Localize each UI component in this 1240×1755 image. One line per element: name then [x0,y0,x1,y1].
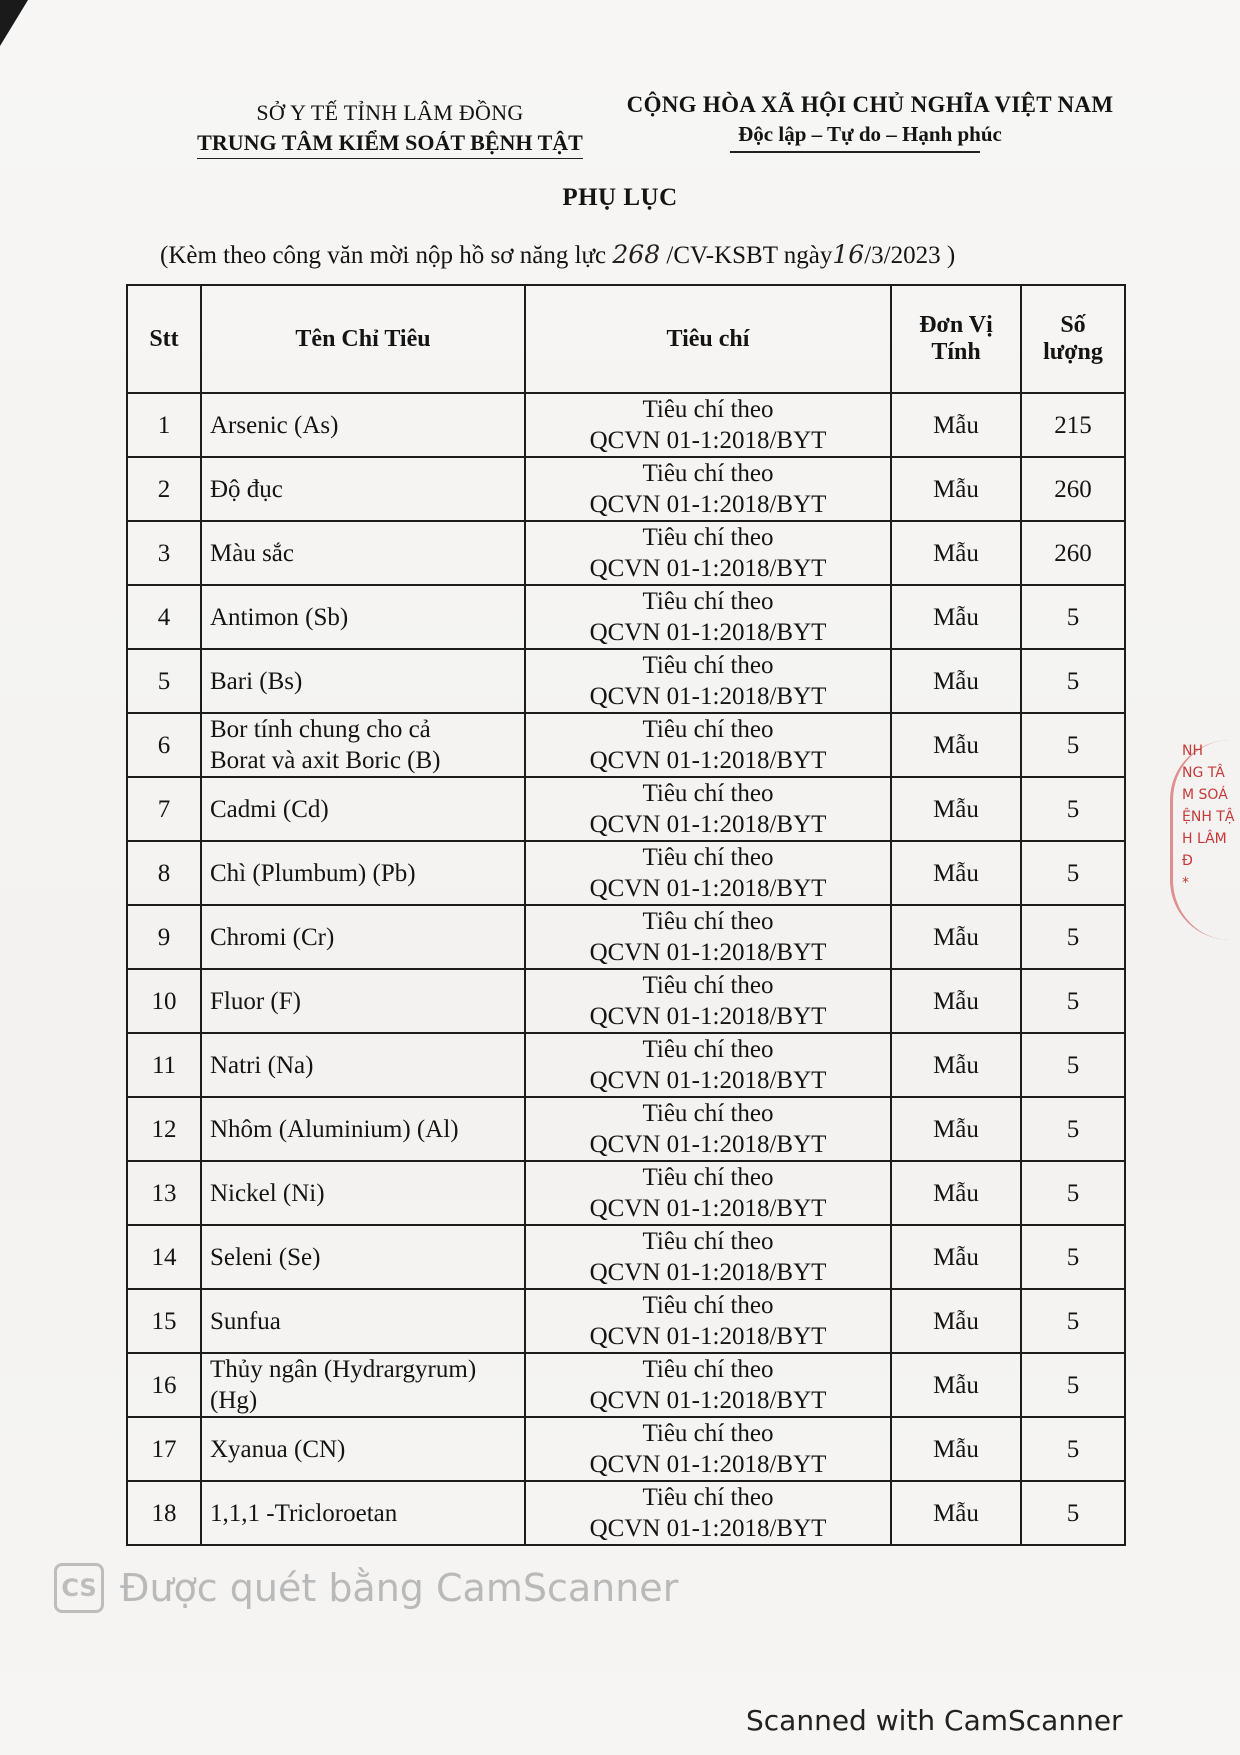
cell-name: 1,1,1 -Tricloroetan [201,1481,525,1545]
cell-name: Độ đục [201,457,525,521]
cell-unit: Mẫu [891,713,1021,777]
table-row [127,1417,1125,1481]
issuer-department: SỞ Y TẾ TỈNH LÂM ĐỒNG [256,100,524,125]
cell-stt: 1 [127,393,201,457]
table-row [127,1481,1125,1545]
table-row [127,649,1125,713]
header-stt: Stt [127,285,201,393]
motto-underline [730,151,980,153]
cell-criteria [525,1289,891,1353]
cell-name: Bari (Bs) [201,649,525,713]
cell-quantity: 260 [1021,457,1125,521]
cell-criteria [525,521,891,585]
cell-unit: Mẫu [891,1097,1021,1161]
cell-criteria [525,841,891,905]
criteria-line1: Tiêu chí theo [642,908,774,935]
criteria-line1: Tiêu chí theo [642,1164,774,1191]
cell-stt: 7 [127,777,201,841]
table-row [127,777,1125,841]
cell-unit: Mẫu [891,1161,1021,1225]
cell-criteria [525,969,891,1033]
cell-quantity: 5 [1021,841,1125,905]
criteria-line1: Tiêu chí theo [642,1100,774,1127]
table-row [127,1097,1125,1161]
cell-name: Cadmi (Cd) [201,777,525,841]
cell-quantity: 5 [1021,585,1125,649]
cell-quantity: 5 [1021,1481,1125,1545]
name-line2: (Hg) [210,1387,258,1414]
cell-quantity: 5 [1021,969,1125,1033]
cell-quantity: 5 [1021,713,1125,777]
header-unit [891,285,1021,393]
cell-criteria [525,1225,891,1289]
cell-stt: 18 [127,1481,201,1545]
criteria-line1: Tiêu chí theo [642,1484,774,1511]
header-qty-line2: lượng [1043,339,1103,365]
cell-criteria [525,1353,891,1417]
criteria-line1: Tiêu chí theo [642,1420,774,1447]
subtitle-suffix: /3/2023 ) [864,242,956,269]
handwritten-day: 16 [832,240,865,269]
cell-quantity: 5 [1021,1353,1125,1417]
cell-stt: 4 [127,585,201,649]
table-row [127,585,1125,649]
cell-quantity: 215 [1021,393,1125,457]
criteria-line2: QCVN 01-1:2018/BYT [589,491,827,518]
table-row [127,1289,1125,1353]
cell-quantity: 5 [1021,1161,1125,1225]
cell-criteria [525,649,891,713]
cell-unit: Mẫu [891,1481,1021,1545]
cell-unit: Mẫu [891,1033,1021,1097]
cell-criteria [525,777,891,841]
stamp-line: M SOÁ [1182,787,1228,803]
criteria-line2: QCVN 01-1:2018/BYT [589,1131,827,1158]
name-line1: Thủy ngân (Hydrargyrum) [210,1356,477,1383]
country-name: CỘNG HÒA XÃ HỘI CHỦ NGHĨA VIỆT NAM [626,92,1114,117]
cell-name: Chì (Plumbum) (Pb) [201,841,525,905]
cell-criteria [525,1161,891,1225]
criteria-line2: QCVN 01-1:2018/BYT [589,939,827,966]
cell-unit: Mẫu [891,649,1021,713]
cell-name [201,713,525,777]
document-subtitle [160,240,955,270]
cell-unit: Mẫu [891,457,1021,521]
cell-criteria [525,1033,891,1097]
camscanner-logo-icon: CS [54,1563,104,1613]
header-qty-line1: Số [1060,312,1086,338]
cell-name: Nickel (Ni) [201,1161,525,1225]
cell-name: Fluor (F) [201,969,525,1033]
criteria-line2: QCVN 01-1:2018/BYT [589,1067,827,1094]
document-title: PHỤ LỤC [562,184,678,211]
cell-unit: Mẫu [891,905,1021,969]
criteria-line1: Tiêu chí theo [642,460,774,487]
subtitle-middle: /CV-KSBT ngày [666,242,833,269]
table-row [127,1353,1125,1417]
cell-criteria [525,905,891,969]
issuer-block [160,100,620,159]
criteria-line1: Tiêu chí theo [642,1292,774,1319]
cell-stt: 6 [127,713,201,777]
cell-criteria [525,1097,891,1161]
table-row [127,841,1125,905]
cell-unit: Mẫu [891,1225,1021,1289]
name-line2: Borat và axit Boric (B) [210,747,441,774]
cell-stt: 17 [127,1417,201,1481]
cell-quantity: 5 [1021,1417,1125,1481]
criteria-line2: QCVN 01-1:2018/BYT [589,875,827,902]
name-line1: Bor tính chung cho cả [210,716,431,743]
table-row [127,1033,1125,1097]
criteria-line2: QCVN 01-1:2018/BYT [589,811,827,838]
criteria-line1: Tiêu chí theo [642,844,774,871]
cell-criteria [525,457,891,521]
criteria-line1: Tiêu chí theo [642,972,774,999]
header-quantity [1021,285,1125,393]
cell-unit: Mẫu [891,393,1021,457]
cell-name: Arsenic (As) [201,393,525,457]
criteria-line2: QCVN 01-1:2018/BYT [589,683,827,710]
cell-criteria [525,713,891,777]
watermark-text: Được quét bằng CamScanner [120,1566,679,1610]
scan-corner-shadow [0,0,28,46]
subtitle-prefix: (Kèm theo công văn mời nộp hồ sơ năng lực [160,242,607,269]
stamp-line: * [1182,875,1189,891]
criteria-line1: Tiêu chí theo [642,1036,774,1063]
stamp-line: ỆNH TẬ [1182,809,1235,825]
cell-unit: Mẫu [891,1353,1021,1417]
cell-stt: 10 [127,969,201,1033]
table-row [127,393,1125,457]
cell-unit: Mẫu [891,521,1021,585]
header-name: Tên Chỉ Tiêu [201,285,525,393]
criteria-line1: Tiêu chí theo [642,716,774,743]
cell-quantity: 5 [1021,1033,1125,1097]
cell-criteria [525,1417,891,1481]
criteria-line2: QCVN 01-1:2018/BYT [589,1387,827,1414]
cell-name: Nhôm (Aluminium) (Al) [201,1097,525,1161]
cell-name: Seleni (Se) [201,1225,525,1289]
cell-name: Antimon (Sb) [201,585,525,649]
cell-quantity: 5 [1021,905,1125,969]
cell-stt: 3 [127,521,201,585]
stamp-line: NH [1182,743,1203,759]
cell-name: Natri (Na) [201,1033,525,1097]
criteria-line2: QCVN 01-1:2018/BYT [589,1259,827,1286]
criteria-line1: Tiêu chí theo [642,396,774,423]
table-row [127,1161,1125,1225]
criteria-line2: QCVN 01-1:2018/BYT [589,1003,827,1030]
header-unit-line1: Đơn Vị [919,312,993,338]
national-motto-block [620,92,1120,147]
cell-unit: Mẫu [891,969,1021,1033]
criteria-line2: QCVN 01-1:2018/BYT [589,619,827,646]
cell-criteria [525,585,891,649]
issuer-center: TRUNG TÂM KIỂM SOÁT BỆNH TẬT [197,130,583,159]
scanned-with-footer: Scanned with CamScanner [746,1704,1123,1737]
cell-quantity: 5 [1021,649,1125,713]
appendix-table [126,284,1126,1546]
cell-name: Màu sắc [201,521,525,585]
cell-stt: 14 [127,1225,201,1289]
camscanner-watermark [54,1562,678,1614]
stamp-line: H LÂM Đ [1182,831,1227,869]
table-row [127,905,1125,969]
cell-unit: Mẫu [891,777,1021,841]
cell-name: Sunfua [201,1289,525,1353]
table-row [127,521,1125,585]
cell-stt: 9 [127,905,201,969]
criteria-line1: Tiêu chí theo [642,1228,774,1255]
red-seal-stamp [1170,740,1236,940]
cell-quantity: 260 [1021,521,1125,585]
cell-name: Chromi (Cr) [201,905,525,969]
cell-stt: 12 [127,1097,201,1161]
criteria-line2: QCVN 01-1:2018/BYT [589,427,827,454]
stamp-text [1170,740,1236,894]
criteria-line1: Tiêu chí theo [642,524,774,551]
cell-quantity: 5 [1021,1225,1125,1289]
criteria-line1: Tiêu chí theo [642,588,774,615]
cell-stt: 8 [127,841,201,905]
criteria-line2: QCVN 01-1:2018/BYT [589,1195,827,1222]
cell-unit: Mẫu [891,841,1021,905]
cell-quantity: 5 [1021,1097,1125,1161]
table-row [127,1225,1125,1289]
cell-unit: Mẫu [891,1289,1021,1353]
cell-stt: 16 [127,1353,201,1417]
handwritten-doc-number: 268 [612,240,661,269]
criteria-line1: Tiêu chí theo [642,652,774,679]
cell-quantity: 5 [1021,777,1125,841]
cell-name: Xyanua (CN) [201,1417,525,1481]
table-row [127,457,1125,521]
cell-stt: 2 [127,457,201,521]
cell-stt: 5 [127,649,201,713]
header-criteria: Tiêu chí [525,285,891,393]
cell-name [201,1353,525,1417]
cell-criteria [525,393,891,457]
national-motto: Độc lập – Tự do – Hạnh phúc [738,122,1002,146]
criteria-line2: QCVN 01-1:2018/BYT [589,1451,827,1478]
criteria-line2: QCVN 01-1:2018/BYT [589,1323,827,1350]
stamp-line: NG TÂ [1182,765,1225,781]
cell-stt: 13 [127,1161,201,1225]
criteria-line2: QCVN 01-1:2018/BYT [589,747,827,774]
cell-quantity: 5 [1021,1289,1125,1353]
cell-stt: 15 [127,1289,201,1353]
table-row [127,713,1125,777]
header-unit-line2: Tính [931,339,981,365]
criteria-line2: QCVN 01-1:2018/BYT [589,555,827,582]
criteria-line1: Tiêu chí theo [642,780,774,807]
table-row [127,969,1125,1033]
cell-unit: Mẫu [891,585,1021,649]
table-header-row [127,285,1125,393]
criteria-line1: Tiêu chí theo [642,1356,774,1383]
cell-criteria [525,1481,891,1545]
cell-unit: Mẫu [891,1417,1021,1481]
cell-stt: 11 [127,1033,201,1097]
criteria-line2: QCVN 01-1:2018/BYT [589,1515,827,1542]
